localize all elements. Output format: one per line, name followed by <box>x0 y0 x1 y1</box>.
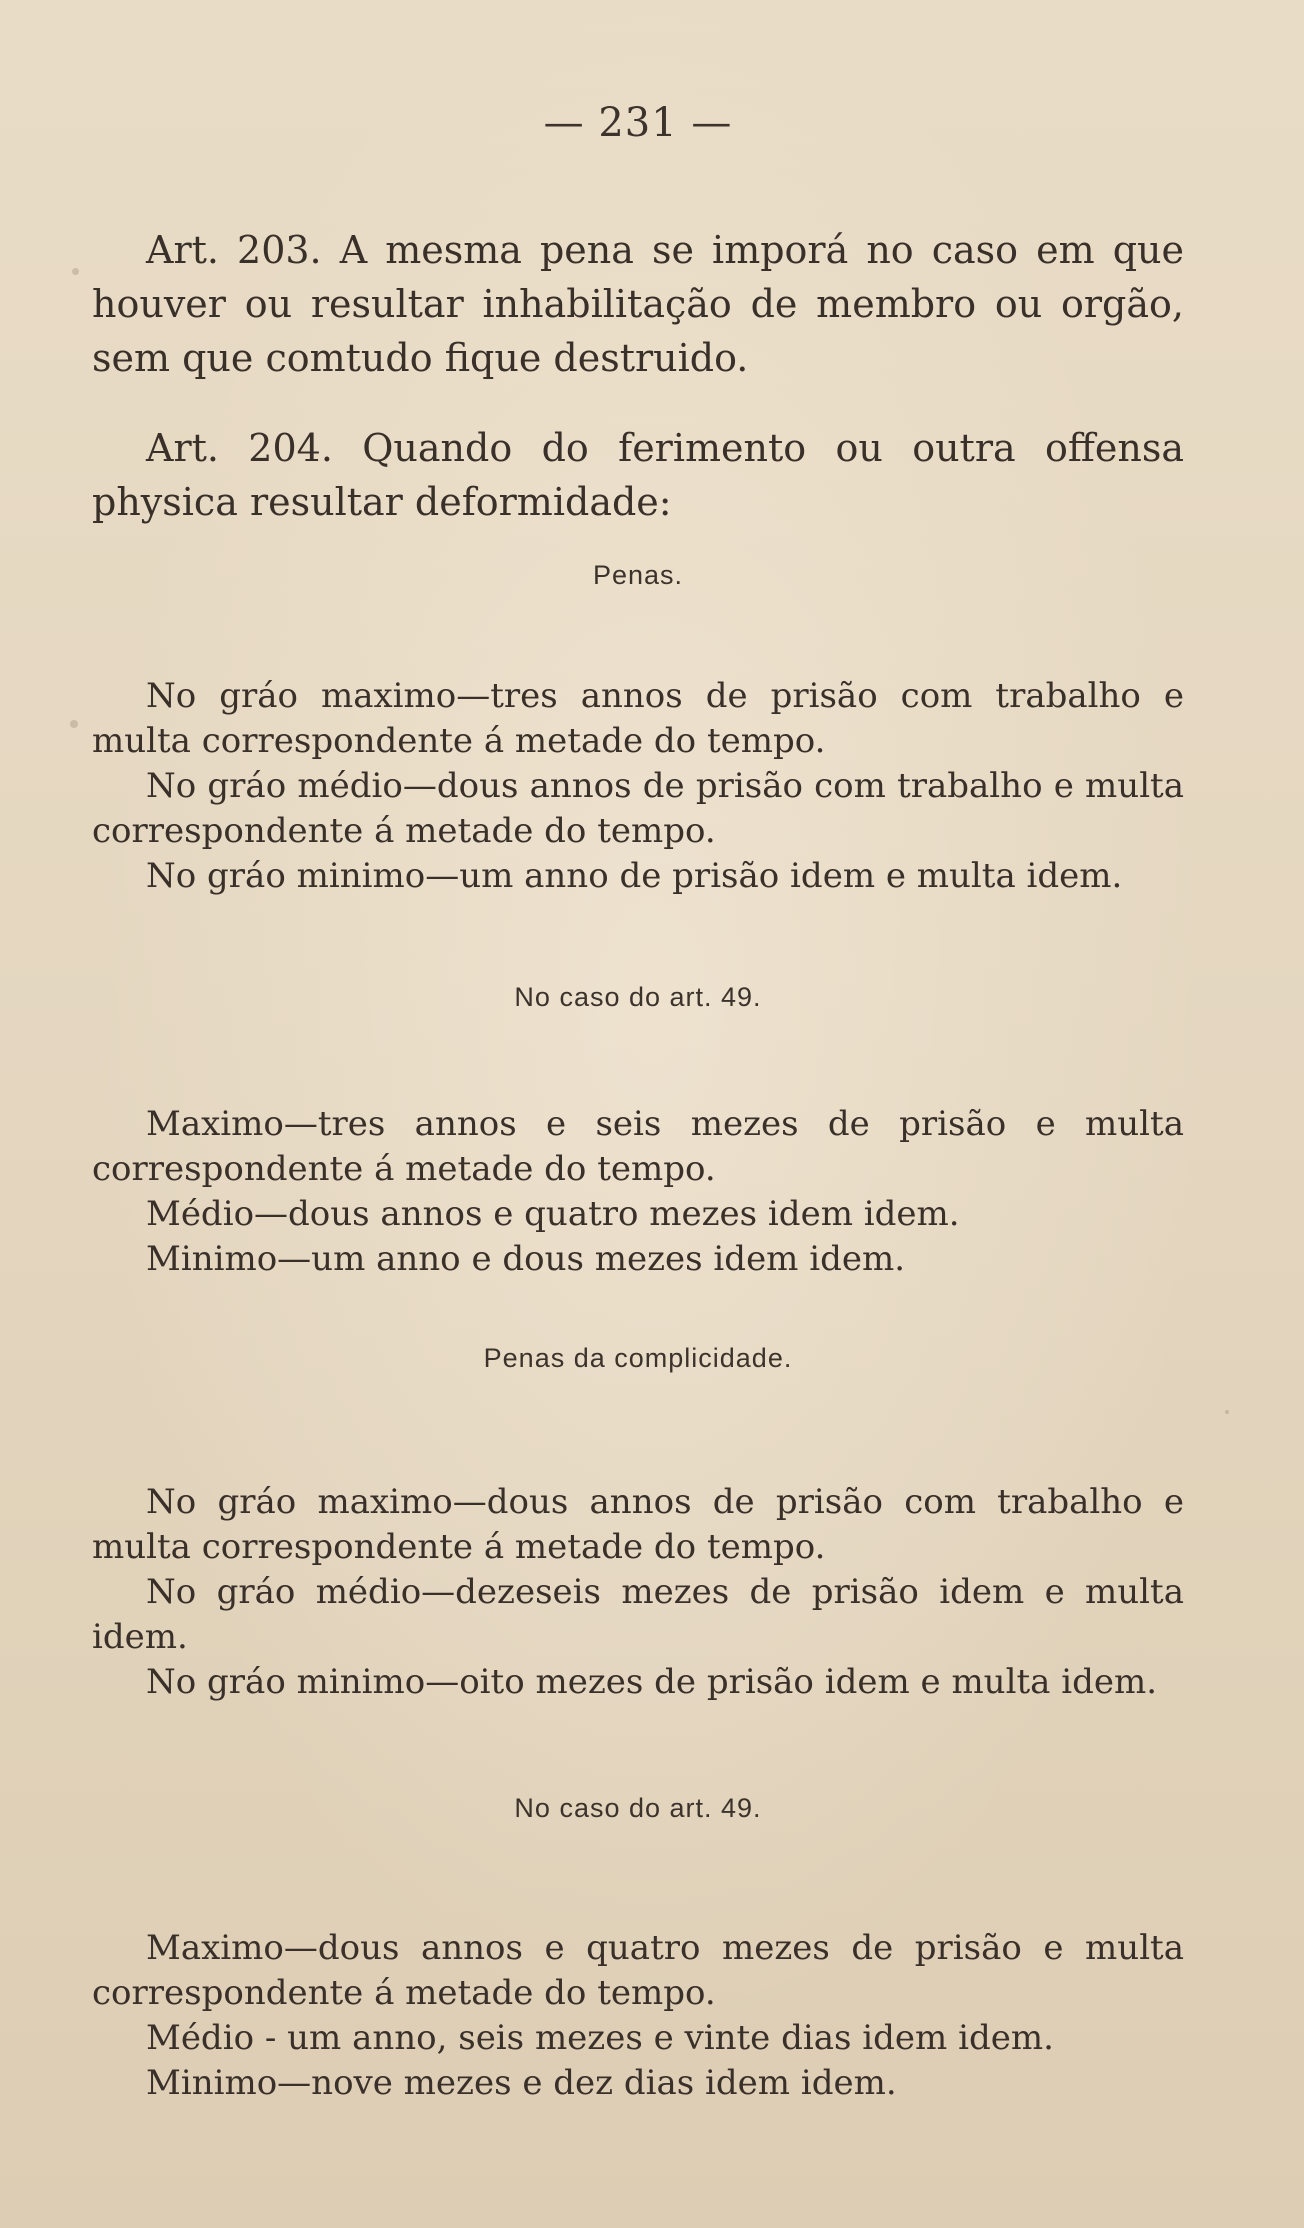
penalty-line: Minimo—nove mezes e dez dias idem idem. <box>146 2063 897 2103</box>
penalty-line: No gráo maximo—tres annos de prisão com trabalho e multa correspondente á metade do tempo. <box>92 676 1184 761</box>
penalty-line: Médio—dous annos e quatro mezes idem idem. <box>146 1194 960 1234</box>
section-heading-penas: Penas. <box>592 560 684 590</box>
penalty-line: Maximo—dous annos e quatro mezes de prisão e multa correspondente á metade do tempo. <box>92 1928 1184 2013</box>
paper-speck <box>1225 1410 1229 1414</box>
penalty-line: Maximo—tres annos e seis mezes de prisão e multa correspondente á metade do tempo. <box>92 1104 1184 1189</box>
page-number: — 231 — <box>543 100 733 146</box>
penalty-line: No gráo médio—dezeseis mezes de prisão idem e multa idem. <box>92 1572 1184 1657</box>
article-204: Art. 204. Quando do ferimento ou outra offensa physica resultar deformidade: <box>92 426 1184 524</box>
penalty-line: Médio - um anno, seis mezes e vinte dias idem idem. <box>146 2018 1054 2058</box>
paper-speck <box>72 268 79 275</box>
penalty-line: No gráo minimo—um anno de prisão idem e multa idem. <box>146 856 1123 896</box>
penalty-line: No gráo médio—dous annos de prisão com trabalho e multa correspondente á metade do tempo. <box>92 766 1184 851</box>
section-heading-caso-art-49-complicidade: No caso do art. 49. <box>514 1793 762 1823</box>
penalty-line: No gráo minimo—oito mezes de prisão idem e multa idem. <box>146 1662 1158 1702</box>
section-heading-caso-art-49: No caso do art. 49. <box>514 982 762 1012</box>
section-heading-complicidade: Penas da complicidade. <box>483 1343 793 1373</box>
penalty-line: Minimo—um anno e dous mezes idem idem. <box>146 1239 906 1279</box>
paper-speck <box>70 720 78 728</box>
penalty-line: No gráo maximo—dous annos de prisão com trabalho e multa correspondente á metade do tempo. <box>92 1482 1184 1567</box>
article-203: Art. 203. A mesma pena se imporá no caso em que houver ou resultar inhabilitação de membro ou orgão, sem que comtudo fique destruido. <box>92 228 1184 380</box>
